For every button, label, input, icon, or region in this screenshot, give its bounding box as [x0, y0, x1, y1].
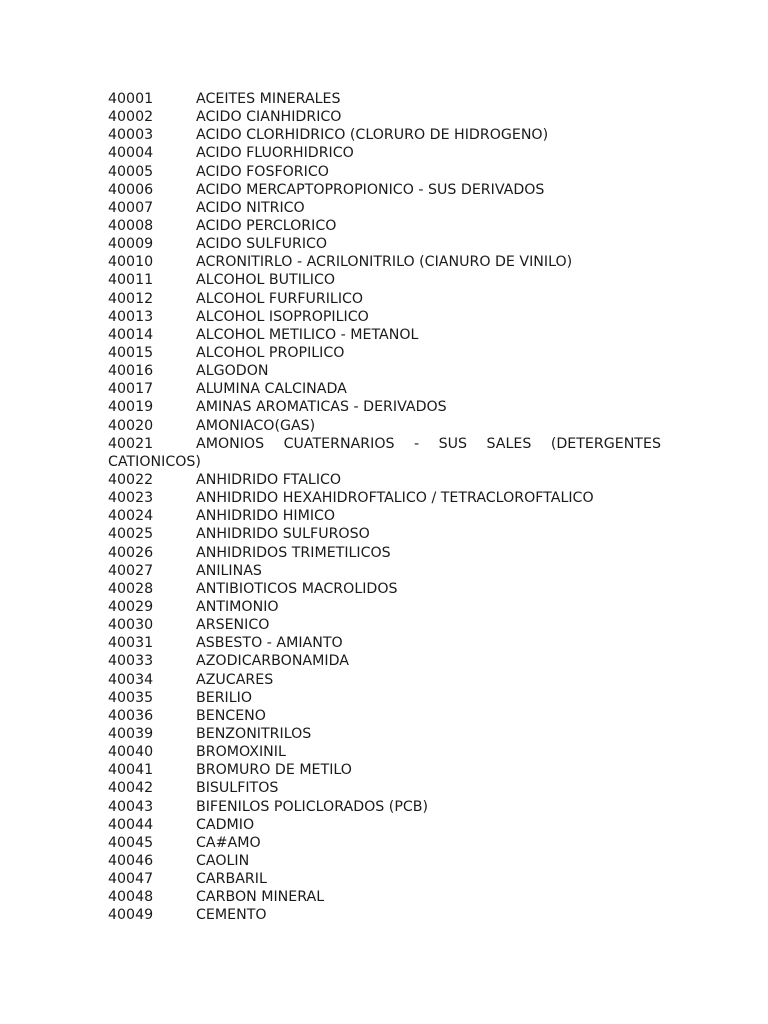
entry-name-word: CUATERNARIOS: [283, 435, 395, 452]
entry-code: 40001: [108, 91, 154, 107]
list-item: [108, 870, 661, 888]
entry-name: ALCOHOL FURFURILICO: [196, 290, 364, 307]
entry-name: CA#AMO: [196, 834, 261, 851]
list-item: [108, 398, 661, 416]
entry-name: BISULFITOS: [196, 780, 279, 797]
entry-name-continued: CATIONICOS): [108, 453, 201, 470]
entry-name: ALCOHOL BUTILICO: [196, 272, 336, 289]
list-item: [108, 90, 661, 108]
entry-name: CARBON MINERAL: [196, 889, 325, 906]
entry-code: 40008: [108, 217, 154, 234]
list-item: [108, 562, 661, 580]
entry-code: 40002: [108, 109, 154, 126]
entry-code: 40012: [108, 290, 154, 307]
entry-name: ACIDO CLORHIDRICO (CLORURO DE HIDROGENO): [196, 127, 549, 144]
entry-name: ACIDO FLUORHIDRICO: [196, 145, 354, 162]
entry-code: 40015: [108, 344, 154, 361]
entry-name: ASBESTO - AMIANTO: [196, 635, 343, 652]
list-item: [108, 707, 661, 725]
entry-list: [108, 90, 661, 924]
entry-code: 40034: [108, 671, 154, 688]
entry-code: 40024: [108, 508, 154, 525]
entry-name: ALCOHOL METILICO - METANOL: [196, 326, 419, 343]
list-item: [108, 290, 661, 308]
entry-code: 40035: [108, 689, 154, 706]
entry-code: 40011: [108, 272, 154, 289]
entry-code: 40009: [108, 236, 154, 253]
list-item: [108, 725, 661, 743]
list-item: [108, 888, 661, 906]
entry-code: 40005: [108, 163, 154, 180]
entry-code: 40007: [108, 199, 154, 216]
entry-name: BENZONITRILOS: [196, 725, 312, 742]
list-item: [108, 308, 661, 326]
entry-name: ACIDO SULFURICO: [196, 236, 328, 253]
entry-name: CARBARIL: [196, 871, 267, 888]
list-item: [108, 271, 661, 289]
list-item: [108, 362, 661, 380]
entry-code: 40045: [108, 834, 154, 851]
entry-name: BIFENILOS POLICLORADOS (PCB): [196, 798, 429, 815]
entry-name: ACIDO MERCAPTOPROPIONICO - SUS DERIVADOS: [196, 181, 545, 198]
entry-name: ALCOHOL PROPILICO: [196, 344, 345, 361]
list-item: [108, 217, 661, 235]
entry-code: 40013: [108, 308, 154, 325]
list-item: [108, 471, 661, 489]
list-item: [108, 181, 661, 199]
entry-name: ANTIMONIO: [196, 598, 279, 615]
entry-name: ALUMINA CALCINADA: [196, 381, 347, 398]
entry-code: 40039: [108, 725, 154, 742]
list-item: [108, 598, 661, 616]
entry-code: 40036: [108, 707, 154, 724]
entry-name: ACIDO PERCLORICO: [196, 217, 337, 234]
list-item: [108, 544, 661, 562]
entry-code: 40003: [108, 127, 154, 144]
entry-code: 40028: [108, 580, 154, 597]
entry-code: 40020: [108, 417, 154, 434]
entry-name: ACIDO NITRICO: [196, 199, 305, 216]
entry-code: 40027: [108, 562, 154, 579]
entry-name-word: -: [413, 435, 420, 452]
list-item: [108, 108, 661, 126]
entry-name-word: SUS: [438, 435, 467, 452]
entry-name: ANHIDRIDO SULFUROSO: [196, 526, 370, 543]
entry-name: [196, 435, 661, 453]
list-item: [108, 126, 661, 144]
list-item: [108, 779, 661, 797]
entry-code: 40040: [108, 744, 154, 761]
entry-code: 40047: [108, 871, 154, 888]
entry-code: 40046: [108, 852, 154, 869]
list-item: [108, 417, 661, 435]
list-item: [108, 816, 661, 834]
list-item: [108, 834, 661, 852]
entry-code: 40022: [108, 471, 154, 488]
entry-name-word: SALES: [486, 435, 532, 452]
entry-code: 40019: [108, 399, 154, 416]
entry-code: 40004: [108, 145, 154, 162]
entry-code: 40048: [108, 889, 154, 906]
entry-code: 40043: [108, 798, 154, 815]
list-item: [108, 761, 661, 779]
list-item: [108, 906, 661, 924]
entry-name: ANILINAS: [196, 562, 262, 579]
list-item: [108, 671, 661, 689]
list-item: [108, 616, 661, 634]
entry-name: ANHIDRIDOS TRIMETILICOS: [196, 544, 391, 561]
entry-name: CADMIO: [196, 816, 255, 833]
entry-name: CAOLIN: [196, 852, 250, 869]
entry-name: BROMURO DE METILO: [196, 762, 352, 779]
entry-code: 40021: [108, 435, 154, 452]
list-item: [108, 743, 661, 761]
entry-name: ANHIDRIDO FTALICO: [196, 471, 342, 488]
list-item: [108, 380, 661, 398]
entry-name: AMINAS AROMATICAS - DERIVADOS: [196, 399, 447, 416]
entry-name: ACIDO FOSFORICO: [196, 163, 329, 180]
entry-name: ANHIDRIDO HIMICO: [196, 508, 336, 525]
entry-code: 40006: [108, 181, 154, 198]
entry-code: 40016: [108, 363, 154, 380]
list-item: [108, 163, 661, 181]
entry-code: 40044: [108, 816, 154, 833]
list-item: [108, 144, 661, 162]
entry-name: AZUCARES: [196, 671, 274, 688]
entry-code: 40031: [108, 635, 154, 652]
entry-name: BENCENO: [196, 707, 266, 724]
entry-name: ACEITES MINERALES: [196, 91, 341, 107]
list-item: [108, 435, 661, 471]
list-item: [108, 199, 661, 217]
entry-name: ANHIDRIDO HEXAHIDROFTALICO / TETRACLOROFTALICO: [196, 490, 594, 507]
list-item-line: [108, 435, 661, 453]
entry-name: CEMENTO: [196, 907, 267, 924]
entry-code: 40033: [108, 653, 154, 670]
entry-name-word: (DETERGENTES: [550, 435, 661, 452]
entry-code: 40026: [108, 544, 154, 561]
document-page: [108, 90, 661, 924]
list-item: [108, 326, 661, 344]
list-item: [108, 852, 661, 870]
entry-name-word: AMONIOS: [196, 435, 265, 452]
list-item: [108, 634, 661, 652]
entry-code: 40030: [108, 617, 154, 634]
list-item: [108, 344, 661, 362]
entry-name: ANTIBIOTICOS MACROLIDOS: [196, 580, 398, 597]
entry-code: 40042: [108, 780, 154, 797]
entry-name: AZODICARBONAMIDA: [196, 653, 349, 670]
entry-name: BERILIO: [196, 689, 252, 706]
entry-code: 40014: [108, 326, 154, 343]
list-item: [108, 489, 661, 507]
list-item: [108, 689, 661, 707]
entry-code: 40010: [108, 254, 154, 271]
entry-code: 40029: [108, 598, 154, 615]
entry-code: 40017: [108, 381, 154, 398]
entry-name: ARSENICO: [196, 617, 270, 634]
entry-code: 40041: [108, 762, 154, 779]
entry-name: ACRONITIRLO - ACRILONITRILO (CIANURO DE VINILO): [196, 254, 573, 271]
entry-name: ALCOHOL ISOPROPILICO: [196, 308, 369, 325]
entry-name: ALGODON: [196, 363, 269, 380]
list-item: [108, 580, 661, 598]
list-item: [108, 798, 661, 816]
list-item: [108, 235, 661, 253]
list-item: [108, 253, 661, 271]
list-item: [108, 507, 661, 525]
entry-code: 40023: [108, 490, 154, 507]
list-item: [108, 525, 661, 543]
list-item: [108, 652, 661, 670]
entry-name: ACIDO CIANHIDRICO: [196, 109, 342, 126]
entry-code: 40025: [108, 526, 154, 543]
entry-code: 40049: [108, 907, 154, 924]
entry-name: AMONIACO(GAS): [196, 417, 316, 434]
entry-name: BROMOXINIL: [196, 744, 286, 761]
